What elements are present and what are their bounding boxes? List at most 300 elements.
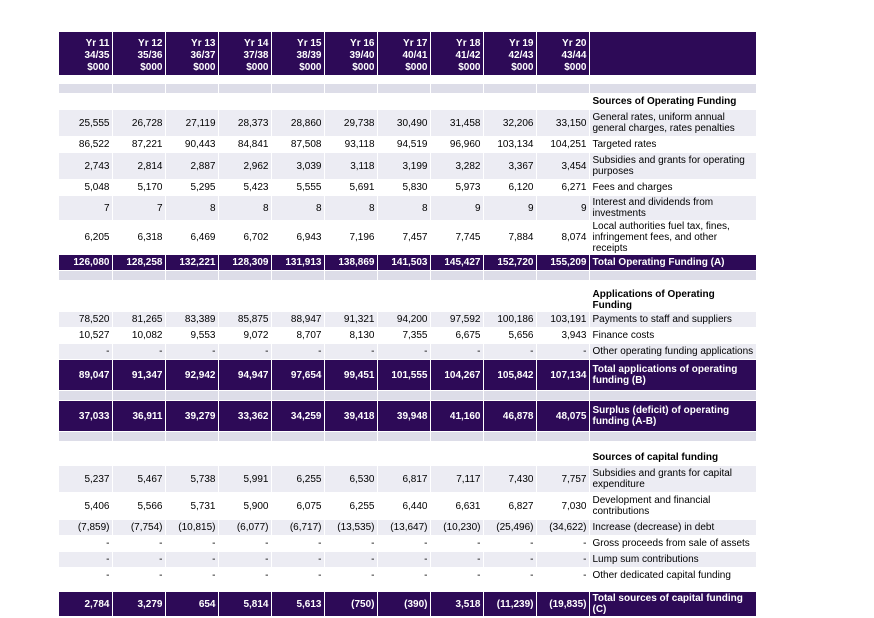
value-cell: 6,469	[165, 221, 218, 255]
spacer-cell	[112, 432, 165, 442]
value-cell: -	[112, 536, 165, 552]
total-row	[59, 592, 756, 617]
value-cell: 6,075	[271, 493, 324, 520]
value-cell	[536, 450, 589, 466]
value-cell: -	[59, 536, 112, 552]
value-cell: 33,362	[218, 401, 271, 432]
value-cell: -	[430, 344, 483, 360]
row-label: General rates, uniform annual general charges, rates penalties	[589, 110, 756, 137]
value-cell	[324, 289, 377, 312]
value-cell	[377, 450, 430, 466]
value-cell: 26,728	[112, 110, 165, 137]
value-cell: 155,209	[536, 255, 589, 271]
spacer-cell	[165, 271, 218, 281]
spacer-cell	[483, 442, 536, 450]
value-cell: 126,080	[59, 255, 112, 271]
spacer-cell	[59, 432, 112, 442]
value-cell: 7,117	[430, 466, 483, 493]
value-cell: 10,082	[112, 328, 165, 344]
spacer-row	[59, 271, 756, 281]
value-cell: 33,150	[536, 110, 589, 137]
spacer-cell	[324, 391, 377, 401]
value-cell: -	[430, 536, 483, 552]
column-header: Yr 16 39/40 $000	[324, 32, 377, 76]
value-cell: 8,707	[271, 328, 324, 344]
spacer-cell	[589, 76, 756, 84]
spacer-cell	[536, 442, 589, 450]
spacer-cell	[536, 584, 589, 592]
value-cell: 6,440	[377, 493, 430, 520]
spacer-cell	[165, 281, 218, 289]
spacer-row	[59, 76, 756, 84]
table-row	[59, 568, 756, 584]
value-cell: 3,118	[324, 153, 377, 180]
value-cell: -	[536, 552, 589, 568]
value-cell	[112, 289, 165, 312]
value-cell: 2,962	[218, 153, 271, 180]
value-cell: -	[324, 552, 377, 568]
column-header: Yr 14 37/38 $000	[218, 32, 271, 76]
funding-impact-table	[59, 32, 757, 617]
value-cell	[218, 94, 271, 110]
value-cell: 8	[218, 196, 271, 221]
value-cell: -	[324, 568, 377, 584]
spacer-cell	[430, 391, 483, 401]
table-row	[59, 344, 756, 360]
value-cell: 6,943	[271, 221, 324, 255]
row-label: Lump sum contributions	[589, 552, 756, 568]
spacer-cell	[324, 76, 377, 84]
value-cell: 9	[483, 196, 536, 221]
spacer-cell	[112, 76, 165, 84]
spacer-cell	[324, 271, 377, 281]
value-cell: 3,282	[430, 153, 483, 180]
spacer-cell	[59, 584, 112, 592]
value-cell: 37,033	[59, 401, 112, 432]
value-cell: 85,875	[218, 312, 271, 328]
spacer-cell	[589, 432, 756, 442]
spacer-cell	[59, 391, 112, 401]
value-cell: (7,754)	[112, 520, 165, 536]
spacer-cell	[59, 442, 112, 450]
value-cell	[165, 94, 218, 110]
value-cell: -	[536, 568, 589, 584]
value-cell: 90,443	[165, 137, 218, 153]
value-cell: -	[165, 552, 218, 568]
value-cell	[324, 450, 377, 466]
value-cell: -	[165, 536, 218, 552]
spacer-cell	[430, 432, 483, 442]
spacer-cell	[483, 584, 536, 592]
value-cell: 5,830	[377, 180, 430, 196]
value-cell: 128,309	[218, 255, 271, 271]
value-cell: 132,221	[165, 255, 218, 271]
spacer-cell	[483, 76, 536, 84]
value-cell: 128,258	[112, 255, 165, 271]
value-cell: 8	[271, 196, 324, 221]
spacer-cell	[324, 584, 377, 592]
spacer-cell	[271, 84, 324, 94]
value-cell: 7,355	[377, 328, 430, 344]
row-label: Sources of Operating Funding	[589, 94, 756, 110]
value-cell: 9,072	[218, 328, 271, 344]
value-cell	[59, 289, 112, 312]
value-cell: -	[112, 552, 165, 568]
spacer-cell	[324, 84, 377, 94]
spacer-cell	[59, 281, 112, 289]
value-cell: -	[483, 344, 536, 360]
value-cell: 99,451	[324, 360, 377, 391]
value-cell: -	[271, 568, 324, 584]
value-cell: 27,119	[165, 110, 218, 137]
value-cell: 7,884	[483, 221, 536, 255]
value-cell: 7	[112, 196, 165, 221]
spacer-row	[59, 442, 756, 450]
value-cell: 94,947	[218, 360, 271, 391]
value-cell: 46,878	[483, 401, 536, 432]
value-cell: (13,647)	[377, 520, 430, 536]
spacer-cell	[377, 76, 430, 84]
column-header: Yr 12 35/36 $000	[112, 32, 165, 76]
spacer-cell	[589, 391, 756, 401]
total-row	[59, 401, 756, 432]
value-cell: 10,527	[59, 328, 112, 344]
row-label: Gross proceeds from sale of assets	[589, 536, 756, 552]
spacer-cell	[430, 76, 483, 84]
spacer-cell	[430, 281, 483, 289]
value-cell: 39,418	[324, 401, 377, 432]
value-cell	[483, 450, 536, 466]
spacer-cell	[589, 84, 756, 94]
value-cell: 89,047	[59, 360, 112, 391]
value-cell: -	[218, 536, 271, 552]
value-cell: -	[271, 552, 324, 568]
value-cell: 92,942	[165, 360, 218, 391]
table-row	[59, 493, 756, 520]
value-cell: 101,555	[377, 360, 430, 391]
spacer-cell	[112, 584, 165, 592]
spacer-cell	[589, 584, 756, 592]
spacer-cell	[377, 584, 430, 592]
spacer-cell	[324, 432, 377, 442]
value-cell: 6,205	[59, 221, 112, 255]
spacer-cell	[165, 76, 218, 84]
spacer-cell	[589, 271, 756, 281]
spacer-cell	[165, 442, 218, 450]
spacer-cell	[165, 584, 218, 592]
spacer-row	[59, 432, 756, 442]
value-cell: 94,200	[377, 312, 430, 328]
spacer-cell	[377, 442, 430, 450]
column-header: Yr 19 42/43 $000	[483, 32, 536, 76]
spacer-cell	[59, 76, 112, 84]
value-cell: 87,508	[271, 137, 324, 153]
row-label: Local authorities fuel tax, fines, infringement fees, and other receipts	[589, 221, 756, 255]
value-cell: 105,842	[483, 360, 536, 391]
spacer-cell	[483, 281, 536, 289]
column-header: Yr 20 43/44 $000	[536, 32, 589, 76]
table-row	[59, 221, 756, 255]
spacer-cell	[536, 281, 589, 289]
value-cell	[483, 94, 536, 110]
row-label: Sources of capital funding	[589, 450, 756, 466]
spacer-cell	[218, 271, 271, 281]
value-cell: 8	[165, 196, 218, 221]
value-cell	[112, 450, 165, 466]
spacer-cell	[271, 281, 324, 289]
value-cell: -	[324, 344, 377, 360]
column-header: Yr 17 40/41 $000	[377, 32, 430, 76]
value-cell: -	[218, 568, 271, 584]
value-cell: 6,318	[112, 221, 165, 255]
value-cell: 103,134	[483, 137, 536, 153]
value-cell: 7,430	[483, 466, 536, 493]
table-row	[59, 180, 756, 196]
value-cell	[483, 289, 536, 312]
value-cell: 87,221	[112, 137, 165, 153]
value-cell	[430, 94, 483, 110]
value-cell: 84,841	[218, 137, 271, 153]
value-cell: 9	[536, 196, 589, 221]
spacer-cell	[271, 271, 324, 281]
spacer-cell	[377, 271, 430, 281]
total-row	[59, 255, 756, 271]
value-cell: 5,423	[218, 180, 271, 196]
value-cell: 9,553	[165, 328, 218, 344]
row-label: Applications of Operating Funding	[589, 289, 756, 312]
spacer-cell	[112, 281, 165, 289]
value-cell: 97,654	[271, 360, 324, 391]
value-cell: 7,457	[377, 221, 430, 255]
spacer-cell	[430, 442, 483, 450]
spacer-cell	[112, 391, 165, 401]
spacer-cell	[165, 432, 218, 442]
value-cell: (10,230)	[430, 520, 483, 536]
value-cell: 654	[165, 592, 218, 617]
value-cell	[536, 289, 589, 312]
value-cell: -	[165, 568, 218, 584]
value-cell: 5,467	[112, 466, 165, 493]
value-cell: 3,279	[112, 592, 165, 617]
spacer-cell	[165, 391, 218, 401]
value-cell: 6,631	[430, 493, 483, 520]
value-cell: 2,743	[59, 153, 112, 180]
value-cell: 5,295	[165, 180, 218, 196]
table-row	[59, 196, 756, 221]
value-cell: 8,130	[324, 328, 377, 344]
value-cell: (25,496)	[483, 520, 536, 536]
value-cell: -	[59, 552, 112, 568]
spacer-row	[59, 391, 756, 401]
table-row	[59, 520, 756, 536]
value-cell: 138,869	[324, 255, 377, 271]
value-cell: 91,347	[112, 360, 165, 391]
value-cell: -	[59, 568, 112, 584]
value-cell: 94,519	[377, 137, 430, 153]
value-cell: 28,373	[218, 110, 271, 137]
spacer-cell	[377, 84, 430, 94]
value-cell: (390)	[377, 592, 430, 617]
value-cell: 6,271	[536, 180, 589, 196]
value-cell: 5,048	[59, 180, 112, 196]
value-cell	[59, 94, 112, 110]
spacer-cell	[536, 391, 589, 401]
spacer-cell	[218, 76, 271, 84]
value-cell: 103,191	[536, 312, 589, 328]
value-cell: 29,738	[324, 110, 377, 137]
value-cell: (7,859)	[59, 520, 112, 536]
value-cell: -	[218, 552, 271, 568]
spacer-cell	[536, 76, 589, 84]
value-cell: 3,199	[377, 153, 430, 180]
spacer-cell	[218, 432, 271, 442]
spacer-cell	[218, 281, 271, 289]
column-header: Yr 11 34/35 $000	[59, 32, 112, 76]
value-cell: 86,522	[59, 137, 112, 153]
row-label: Subsidies and grants for operating purposes	[589, 153, 756, 180]
value-cell: 31,458	[430, 110, 483, 137]
value-cell: 5,900	[218, 493, 271, 520]
column-header: Yr 13 36/37 $000	[165, 32, 218, 76]
value-cell	[59, 450, 112, 466]
spacer-cell	[324, 281, 377, 289]
value-cell: 6,530	[324, 466, 377, 493]
spacer-cell	[483, 271, 536, 281]
value-cell: (13,535)	[324, 520, 377, 536]
value-cell: 6,255	[324, 493, 377, 520]
row-label: Payments to staff and suppliers	[589, 312, 756, 328]
value-cell: 97,592	[430, 312, 483, 328]
value-cell: 88,947	[271, 312, 324, 328]
spacer-cell	[377, 432, 430, 442]
value-cell: 36,911	[112, 401, 165, 432]
column-header: Yr 15 38/39 $000	[271, 32, 324, 76]
value-cell: 91,321	[324, 312, 377, 328]
value-cell: -	[377, 568, 430, 584]
spacer-cell	[271, 432, 324, 442]
section-heading-row	[59, 289, 756, 312]
value-cell: -	[536, 344, 589, 360]
spacer-cell	[271, 391, 324, 401]
spacer-cell	[483, 84, 536, 94]
table-row	[59, 312, 756, 328]
value-cell: 83,389	[165, 312, 218, 328]
value-cell: 6,817	[377, 466, 430, 493]
spacer-cell	[536, 271, 589, 281]
value-cell: 81,265	[112, 312, 165, 328]
value-cell: 5,555	[271, 180, 324, 196]
value-cell: (6,077)	[218, 520, 271, 536]
spacer-cell	[112, 271, 165, 281]
spacer-cell	[218, 391, 271, 401]
spacer-cell	[59, 271, 112, 281]
value-cell	[165, 450, 218, 466]
value-cell: -	[218, 344, 271, 360]
value-cell: -	[377, 552, 430, 568]
value-cell: 3,518	[430, 592, 483, 617]
value-cell: 39,948	[377, 401, 430, 432]
value-cell: -	[112, 344, 165, 360]
value-cell	[324, 94, 377, 110]
spacer-cell	[483, 432, 536, 442]
row-label: Total sources of capital funding (C)	[589, 592, 756, 617]
value-cell	[377, 289, 430, 312]
row-label: Targeted rates	[589, 137, 756, 153]
value-cell: 25,555	[59, 110, 112, 137]
value-cell: 5,406	[59, 493, 112, 520]
value-cell	[271, 450, 324, 466]
value-cell: 3,039	[271, 153, 324, 180]
value-cell: 2,814	[112, 153, 165, 180]
value-cell: -	[430, 552, 483, 568]
spacer-cell	[483, 391, 536, 401]
spacer-cell	[112, 442, 165, 450]
value-cell	[165, 289, 218, 312]
spacer-cell	[536, 432, 589, 442]
column-header: Yr 18 41/42 $000	[430, 32, 483, 76]
value-cell: -	[377, 344, 430, 360]
value-cell: (750)	[324, 592, 377, 617]
value-cell: 5,691	[324, 180, 377, 196]
value-cell	[112, 94, 165, 110]
value-cell	[271, 94, 324, 110]
value-cell: 41,160	[430, 401, 483, 432]
value-cell: 3,943	[536, 328, 589, 344]
value-cell: (11,239)	[483, 592, 536, 617]
table-row	[59, 328, 756, 344]
value-cell: 5,814	[218, 592, 271, 617]
table-row	[59, 536, 756, 552]
value-cell: 39,279	[165, 401, 218, 432]
spacer-cell	[324, 442, 377, 450]
value-cell: 5,973	[430, 180, 483, 196]
value-cell: 28,860	[271, 110, 324, 137]
spacer-cell	[430, 584, 483, 592]
section-heading-row	[59, 450, 756, 466]
row-label: Interest and dividends from investments	[589, 196, 756, 221]
value-cell: 141,503	[377, 255, 430, 271]
value-cell: 5,170	[112, 180, 165, 196]
row-label: Finance costs	[589, 328, 756, 344]
value-cell: -	[483, 536, 536, 552]
value-cell: -	[483, 568, 536, 584]
value-cell	[218, 289, 271, 312]
value-cell: 7,757	[536, 466, 589, 493]
table-row	[59, 153, 756, 180]
value-cell: 107,134	[536, 360, 589, 391]
value-cell: 5,656	[483, 328, 536, 344]
value-cell	[536, 94, 589, 110]
spacer-cell	[430, 84, 483, 94]
value-cell: -	[165, 344, 218, 360]
value-cell	[430, 450, 483, 466]
value-cell: 6,827	[483, 493, 536, 520]
value-cell: -	[271, 536, 324, 552]
value-cell: 6,702	[218, 221, 271, 255]
spacer-row	[59, 584, 756, 592]
header-row	[59, 32, 756, 76]
value-cell: 96,960	[430, 137, 483, 153]
value-cell: (34,622)	[536, 520, 589, 536]
value-cell: 34,259	[271, 401, 324, 432]
row-label: Other dedicated capital funding	[589, 568, 756, 584]
row-label: Development and financial contributions	[589, 493, 756, 520]
row-label: Fees and charges	[589, 180, 756, 196]
value-cell: 5,991	[218, 466, 271, 493]
header-blank-cell	[589, 32, 756, 76]
value-cell: 6,120	[483, 180, 536, 196]
spacer-cell	[377, 281, 430, 289]
